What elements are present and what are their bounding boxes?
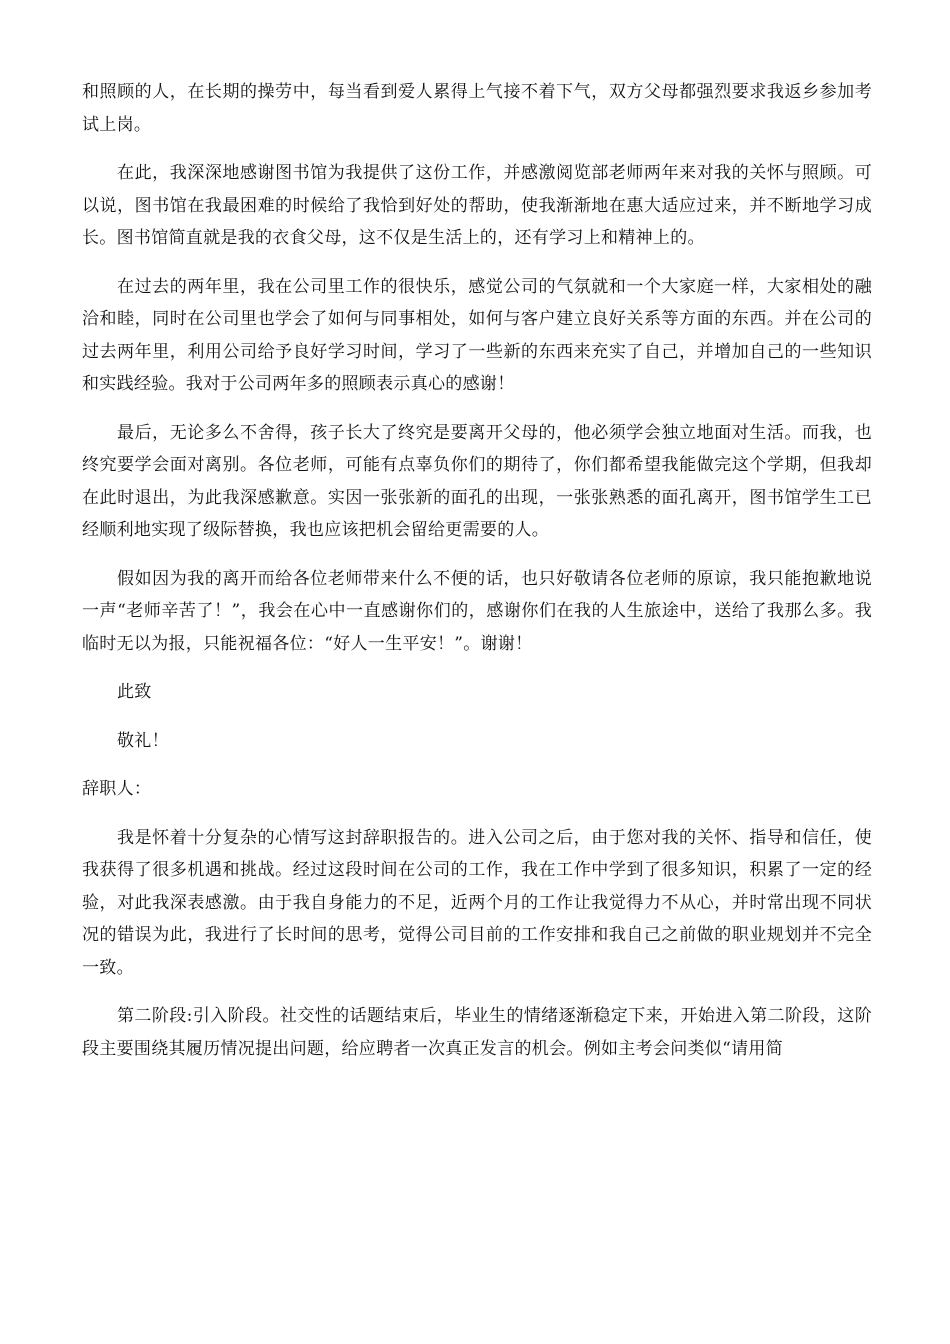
paragraph-4: 最后，无论多么不舍得，孩子长大了终究是要离开父母的，他必须学会独立地面对生活。而我，也终究要学会面对离别。各位老师，可能有点辜负你们的期待了，你们都希望我能做完这个学期，但我却在此时退出，为此我深感歉意。实因一张张新的面孔的出现，一张张熟悉的面孔离开，图书馆学生工已经顺利地实现了级际替换，我也应该把机会留给更需要的人。 [82, 422, 872, 540]
closing-salutation: 此致 [117, 682, 152, 702]
paragraph-2: 在此，我深深地感谢图书馆为我提供了这份工作，并感激阅览部老师两年来对我的关怀与照顾。可以说，图书馆在我最困难的时候给了我恰到好处的帮助，使我渐渐地在惠大适应过来，并不断地学习成长。图书馆简直就是我的衣食父母，这不仅是生活上的，还有学习上和精神上的。 [82, 163, 872, 248]
paragraph-3: 在过去的两年里，我在公司里工作的很快乐，感觉公司的气氛就和一个大家庭一样，大家相处的融洽和睦，同时在公司里也学会了如何与同事相处，如何与客户建立良好关系等方面的东西。并在公司的过去两年里，利用公司给予良好学习时间，学习了一些新的东西来充实了自己，并增加自己的一些知识和实践经验。我对于公司两年多的照顾表示真心的感谢！ [82, 276, 872, 394]
paragraph-1: 和照顾的人，在长期的操劳中，每当看到爱人累得上气接不着下气，双方父母都强烈要求我返乡参加考试上岗。 [82, 82, 872, 135]
paragraph-5: 假如因为我的离开而给各位老师带来什么不便的话，也只好敬请各位老师的原谅，我只能抱歉地说一声“老师辛苦了！”，我会在心中一直感谢你们的，感谢你们在我的人生旅途中，送给了我那么多。我临时无以为报，只能祝福各位：“好人一生平安！”。谢谢！ [82, 568, 872, 654]
paragraph-6: 我是怀着十分复杂的心情写这封辞职报告的。进入公司之后，由于您对我的关怀、指导和信任，使我获得了很多机遇和挑战。经过这段时间在公司的工作，我在工作中学到了很多知识，积累了一定的经验，对此我深表感激。由于我自身能力的不足，近两个月的工作让我觉得力不从心，并时常出现不同状况的错误为此，我进行了长时间的思考，觉得公司目前的工作安排和我自己之前做的职业规划并不完全一致。 [82, 827, 872, 978]
paragraph-7: 第二阶段:引入阶段。社交性的话题结束后，毕业生的情绪逐渐稳定下来，开始进入第二阶段，这阶段主要围绕其履历情况提出问题，给应聘者一次真正发言的机会。例如主考会问类似“请用简 [82, 1006, 872, 1059]
signature-label: 辞职人： [82, 779, 152, 799]
closing-regards: 敬礼！ [117, 730, 169, 751]
document-page [82, 76, 872, 1065]
